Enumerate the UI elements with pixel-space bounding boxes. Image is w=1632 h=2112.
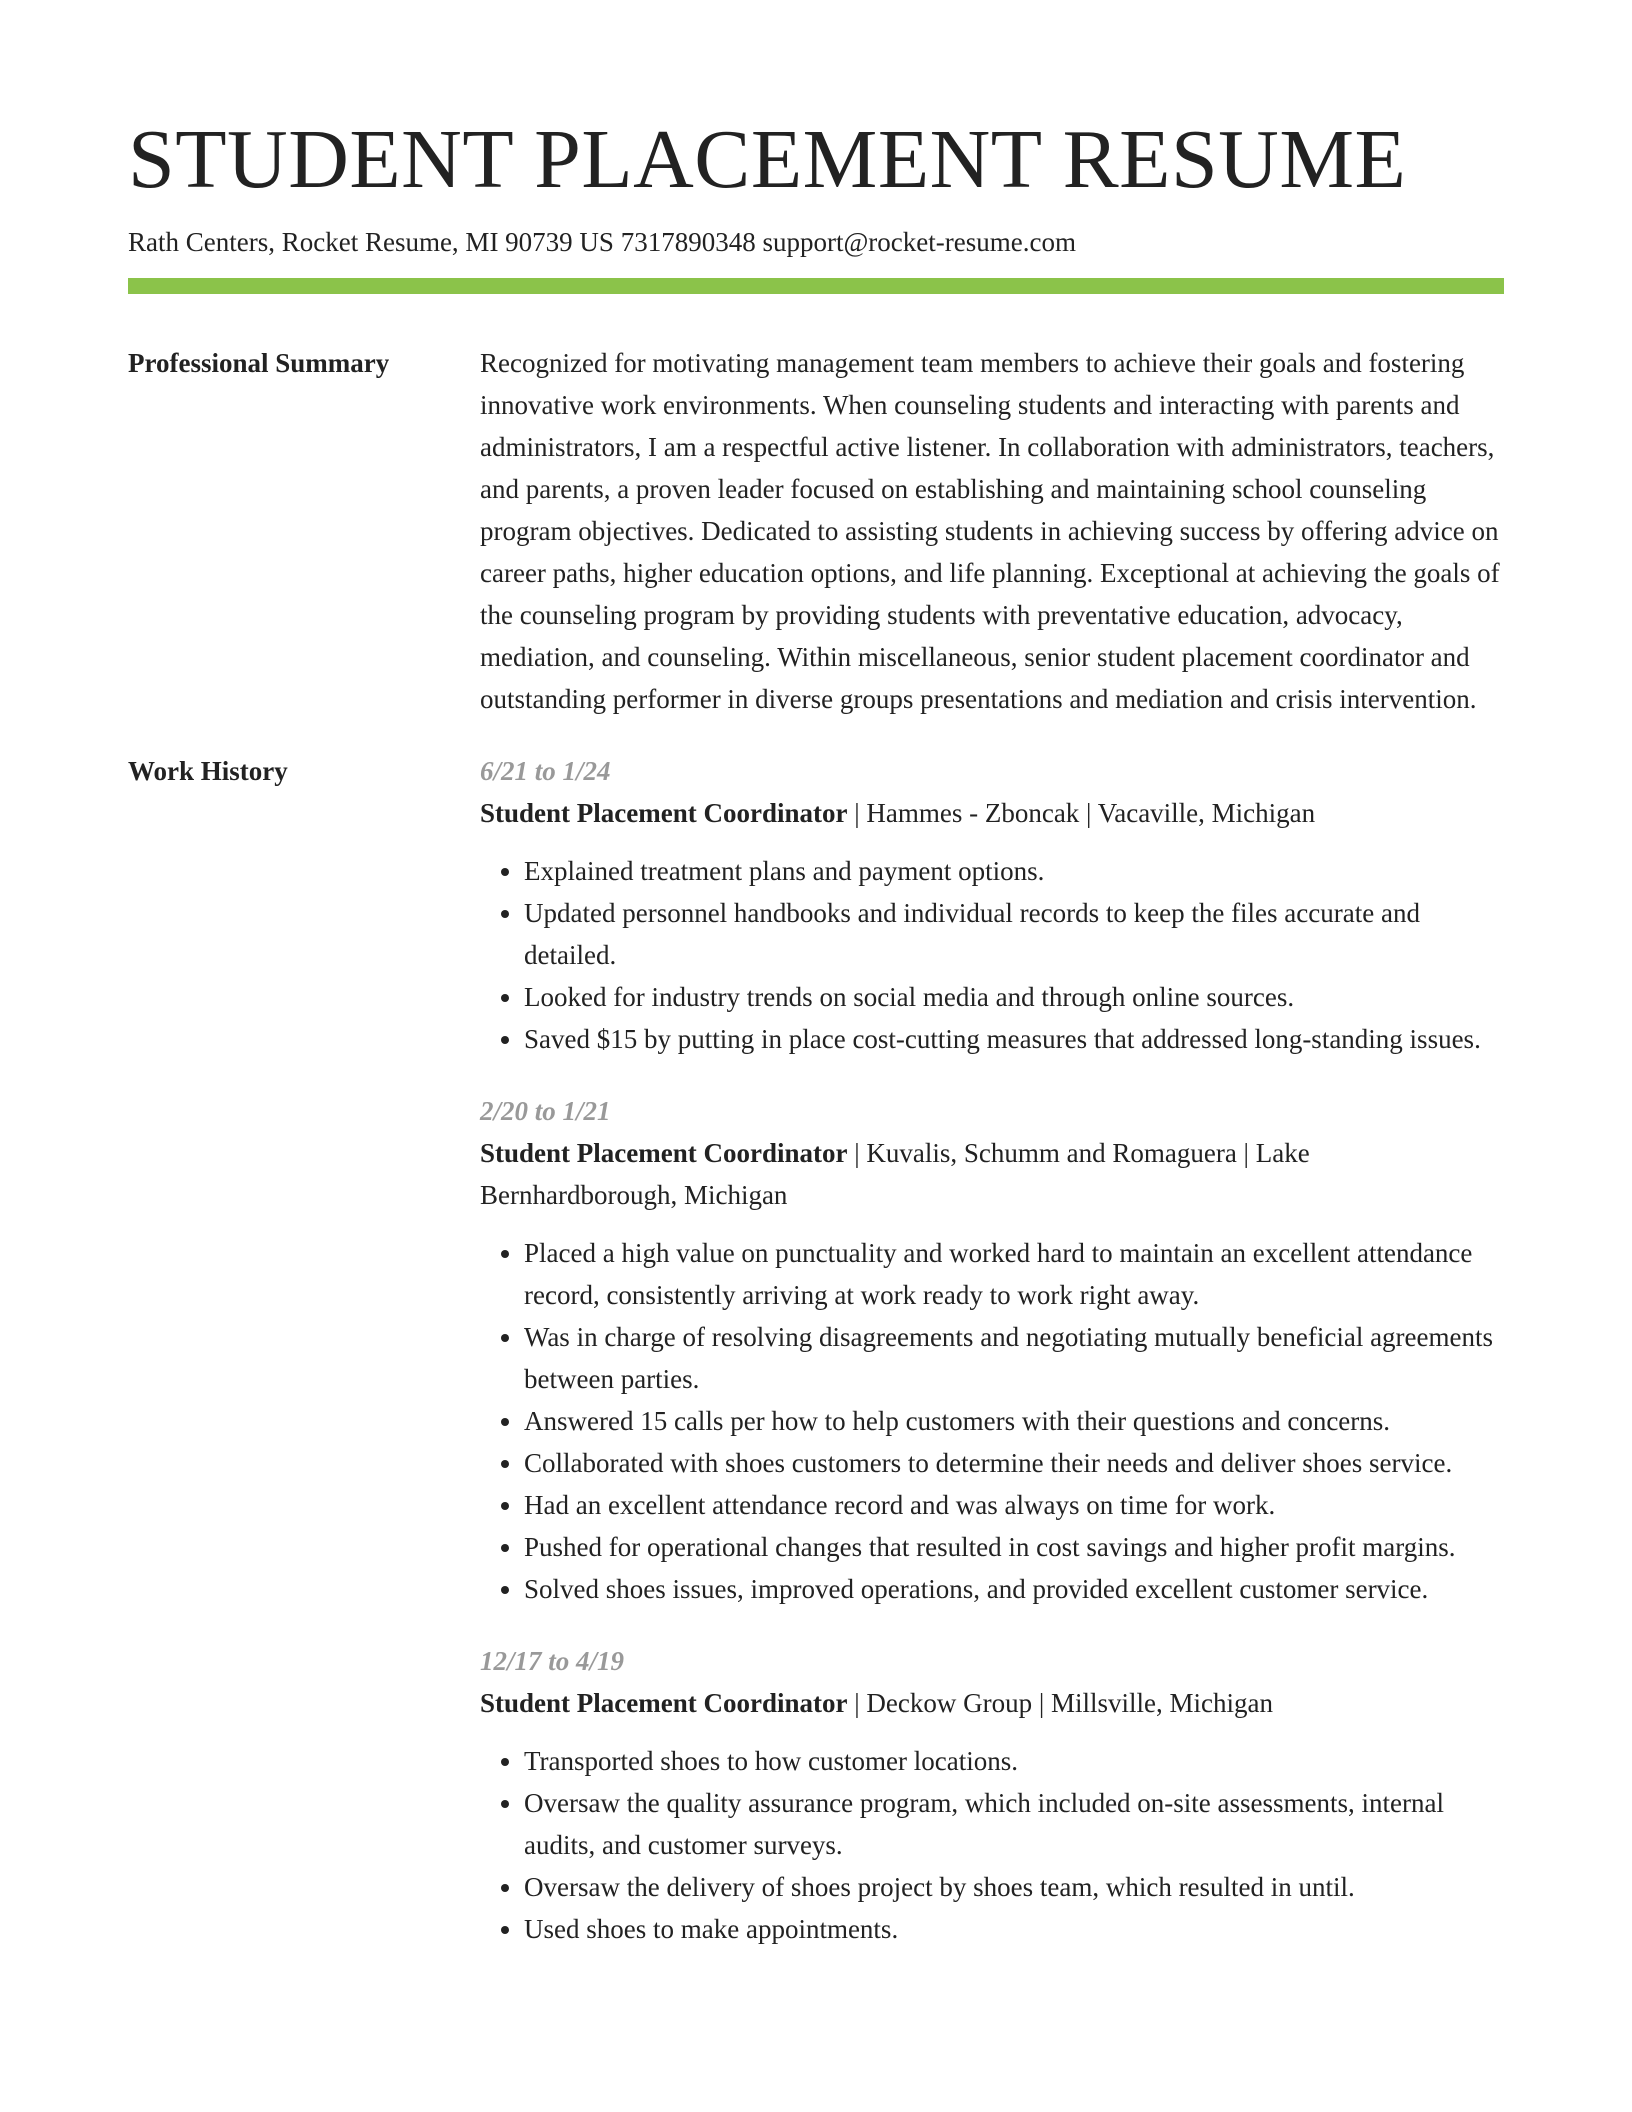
summary-text: Recognized for motivating management team members to achieve their goals and fostering innovative work environments. When counseling students and interacting with parents and administrators, I am a respectful active listener. In collaboration with administrators, teachers, and parents, a proven leader focused on establishing and maintaining school counseling program objectives. Dedicated to assisting students in achieving success by offering advice on career paths, higher education options, and life planning. Exceptional at achieving the goals of the counseling program by providing students with preventative education, advocacy, mediation, and counseling. Within miscellaneous, senior student placement coordinator and outstanding performer in diverse groups presentations and mediation and crisis intervention.	[480, 348, 1500, 715]
job-employer-location: | Hammes - Zboncak | Vacaville, Michigan	[847, 798, 1316, 829]
job-bullet-list	[480, 1232, 1504, 1610]
job-entry	[480, 1090, 1504, 1610]
accent-divider	[128, 278, 1504, 294]
job-bullet: • Collaborated with shoes customers to determine their needs and deliver shoes service.	[524, 1442, 1504, 1484]
job-bullet: • Pushed for operational changes that resulted in cost savings and higher profit margins.	[524, 1526, 1504, 1568]
job-heading	[480, 792, 1504, 834]
summary-section	[128, 342, 1504, 720]
job-bullet: • Oversaw the delivery of shoes project by shoes team, which resulted in until.	[524, 1866, 1504, 1908]
job-bullet: • Answered 15 calls per how to help customers with their questions and concerns.	[524, 1400, 1504, 1442]
job-bullet: • Was in charge of resolving disagreements and negotiating mutually beneficial agreements between parties.	[524, 1316, 1504, 1400]
job-entry	[480, 1640, 1504, 1950]
work-history-section	[128, 750, 1504, 1980]
job-bullet: • Used shoes to make appointments.	[524, 1908, 1504, 1950]
job-dates: 2/20 to 1/21	[480, 1096, 611, 1127]
resume-title: STUDENT PLACEMENT RESUME	[128, 113, 1407, 206]
job-bullet: • Oversaw the quality assurance program, which included on-site assessments, internal audits, and customer surveys.	[524, 1782, 1504, 1866]
job-bullet: • Solved shoes issues, improved operations, and provided excellent customer service.	[524, 1568, 1504, 1610]
job-title: Student Placement Coordinator	[480, 798, 848, 829]
job-heading	[480, 1132, 1504, 1216]
job-list	[480, 750, 1504, 1980]
job-title: Student Placement Coordinator	[480, 1138, 848, 1169]
job-bullet: • Placed a high value on punctuality and worked hard to maintain an excellent attendance record, consistently arriving at work ready to work right away.	[524, 1232, 1504, 1316]
job-dates: 6/21 to 1/24	[480, 756, 611, 787]
job-bullet: • Saved $15 by putting in place cost-cutting measures that addressed long-standing issues.	[524, 1018, 1504, 1060]
job-bullet: • Transported shoes to how customer locations.	[524, 1740, 1504, 1782]
job-bullet: • Updated personnel handbooks and individual records to keep the files accurate and detailed.	[524, 892, 1504, 976]
job-bullet: • Looked for industry trends on social media and through online sources.	[524, 976, 1504, 1018]
job-bullet: • Had an excellent attendance record and was always on time for work.	[524, 1484, 1504, 1526]
job-employer-location: | Kuvalis, Schumm and Romaguera | Lake Bernhardborough, Michigan	[480, 1138, 1310, 1211]
job-entry	[480, 750, 1504, 1060]
job-bullet: • Explained treatment plans and payment options.	[524, 850, 1504, 892]
job-title: Student Placement Coordinator	[480, 1688, 848, 1719]
job-dates: 12/17 to 4/19	[480, 1646, 625, 1677]
resume-page	[128, 113, 1504, 1980]
job-employer-location: | Deckow Group | Millsville, Michigan	[847, 1688, 1273, 1719]
summary-heading: Professional Summary	[128, 348, 390, 379]
job-bullet-list	[480, 850, 1504, 1060]
job-bullet-list	[480, 1740, 1504, 1950]
job-heading	[480, 1682, 1504, 1724]
contact-line: Rath Centers, Rocket Resume, MI 90739 US 7317890348 support@rocket-resume.com	[128, 227, 1076, 257]
work-history-heading: Work History	[128, 756, 288, 787]
